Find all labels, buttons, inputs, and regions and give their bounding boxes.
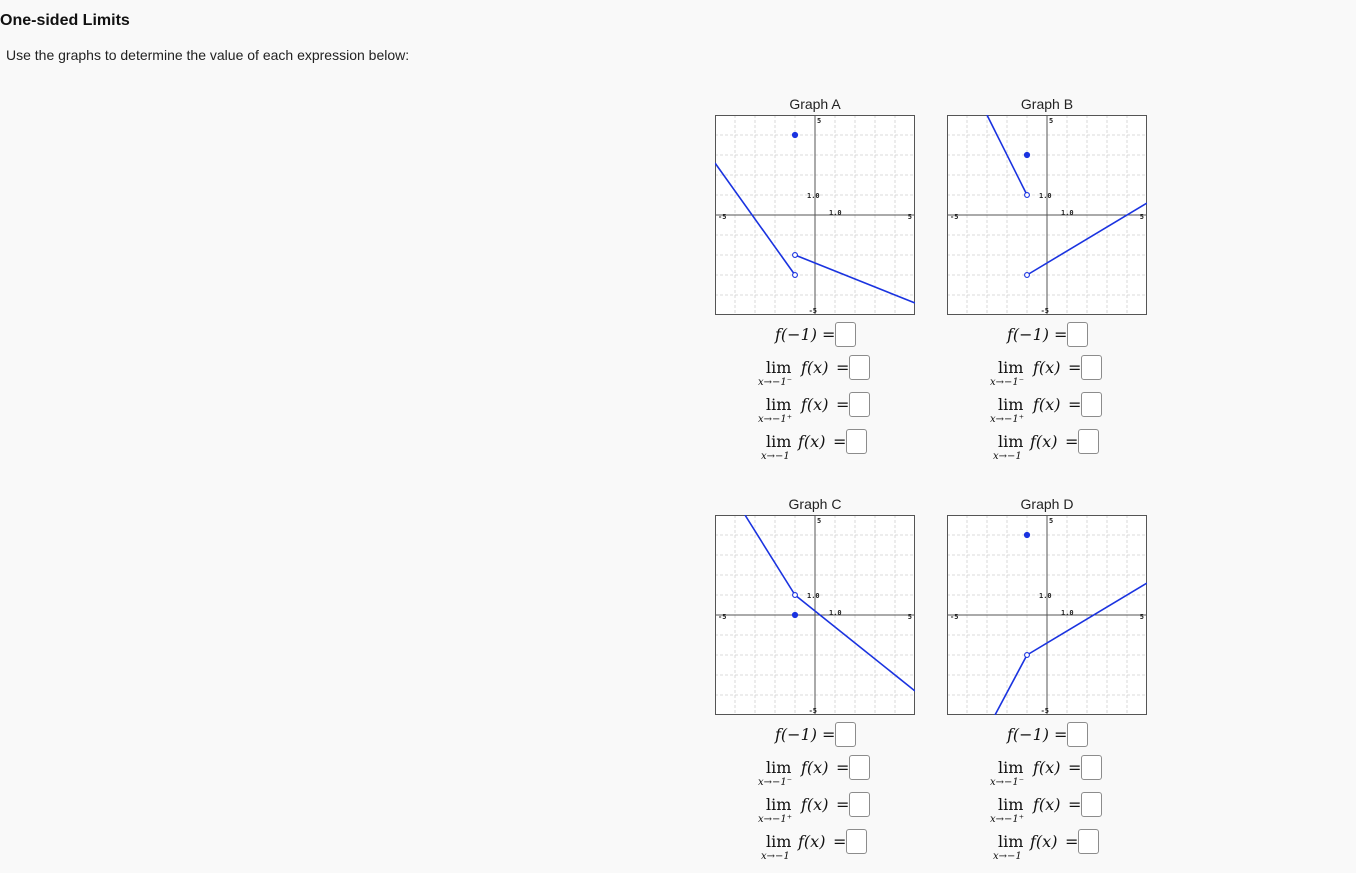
equals-sign: = bbox=[822, 725, 836, 744]
lim-word: lim bbox=[998, 758, 1024, 777]
y-max-label: 5 bbox=[817, 117, 822, 125]
left-limit-row bbox=[715, 755, 915, 788]
fx-expression: f(x) bbox=[801, 795, 829, 814]
limit-subscript: x→−1⁻ bbox=[758, 377, 793, 388]
answer-input-d-left-limit-row[interactable] bbox=[1081, 755, 1102, 780]
two-sided-limit-row bbox=[947, 429, 1147, 462]
limit-subscript: x→−1⁻ bbox=[990, 377, 1025, 388]
fx-expression: f(x) bbox=[1033, 758, 1061, 777]
graph-panel-b bbox=[947, 96, 1147, 466]
limit-subscript: x→−1⁺ bbox=[990, 414, 1025, 425]
f-value-row bbox=[947, 322, 1147, 348]
graph-plot-a bbox=[715, 115, 915, 315]
fx-expression: f(x) bbox=[1030, 432, 1058, 451]
x-min-label: -5 bbox=[950, 613, 959, 621]
instructions-text: Use the graphs to determine the value of each expression below: bbox=[6, 47, 410, 63]
fx-expression: f(x) bbox=[801, 395, 829, 414]
function-value-expression: f(−1) bbox=[1007, 325, 1049, 344]
x-unit-label: 1.0 bbox=[1061, 609, 1074, 617]
equals-sign: = bbox=[1065, 832, 1079, 851]
y-min-label: -5 bbox=[1040, 707, 1049, 715]
f-value-row bbox=[947, 722, 1147, 748]
answer-input-b-two-sided-limit-row[interactable] bbox=[1078, 429, 1099, 454]
closed-point bbox=[1024, 152, 1029, 157]
graph-label-d: Graph D bbox=[1020, 496, 1074, 512]
x-unit-label: 1.0 bbox=[829, 209, 842, 217]
x-max-label: 5 bbox=[907, 213, 912, 221]
answer-input-d-f-value-row[interactable] bbox=[1067, 722, 1088, 747]
lim-word: lim bbox=[766, 358, 792, 377]
equals-sign: = bbox=[1068, 395, 1082, 414]
x-unit-label: 1.0 bbox=[829, 609, 842, 617]
y-min-label: -5 bbox=[1040, 307, 1049, 315]
y-max-label: 5 bbox=[817, 517, 822, 525]
lim-word: lim bbox=[766, 758, 792, 777]
left-limit-row bbox=[947, 355, 1147, 388]
graph-plot-b bbox=[947, 115, 1147, 315]
answer-input-a-right-limit-row[interactable] bbox=[849, 392, 870, 417]
y-unit-label: 1.0 bbox=[1039, 192, 1052, 200]
answer-input-c-left-limit-row[interactable] bbox=[849, 755, 870, 780]
graph-plot-d bbox=[947, 515, 1147, 715]
answer-input-d-right-limit-row[interactable] bbox=[1081, 792, 1102, 817]
graph-panel-c bbox=[715, 496, 915, 866]
fx-expression: f(x) bbox=[1033, 795, 1061, 814]
right-limit-row bbox=[947, 392, 1147, 425]
y-max-label: 5 bbox=[1049, 517, 1054, 525]
right-limit-row bbox=[715, 792, 915, 825]
limit-subscript: x→−1⁺ bbox=[990, 814, 1025, 825]
equals-sign: = bbox=[833, 832, 847, 851]
lim-word: lim bbox=[998, 832, 1024, 851]
closed-point bbox=[792, 132, 797, 137]
open-point bbox=[1025, 193, 1030, 198]
limit-subscript: x→−1 bbox=[761, 851, 790, 862]
limit-subscript: x→−1 bbox=[993, 451, 1022, 462]
function-value-expression: f(−1) bbox=[775, 325, 817, 344]
answer-input-b-f-value-row[interactable] bbox=[1067, 322, 1088, 347]
limit-subscript: x→−1⁺ bbox=[758, 814, 793, 825]
open-point bbox=[1025, 653, 1030, 658]
answer-input-c-right-limit-row[interactable] bbox=[849, 792, 870, 817]
answer-input-c-two-sided-limit-row[interactable] bbox=[846, 829, 867, 854]
f-value-row bbox=[715, 322, 915, 348]
lim-word: lim bbox=[998, 432, 1024, 451]
lim-word: lim bbox=[766, 395, 792, 414]
limit-subscript: x→−1 bbox=[761, 451, 790, 462]
fx-expression: f(x) bbox=[801, 358, 829, 377]
x-max-label: 5 bbox=[1139, 213, 1144, 221]
x-max-label: 5 bbox=[907, 613, 912, 621]
graph-plot-c bbox=[715, 515, 915, 715]
answer-input-a-f-value-row[interactable] bbox=[835, 322, 856, 347]
equals-sign: = bbox=[1068, 795, 1082, 814]
x-unit-label: 1.0 bbox=[1061, 209, 1074, 217]
graph-panel-a bbox=[715, 96, 915, 466]
equals-sign: = bbox=[836, 758, 850, 777]
open-point bbox=[793, 593, 798, 598]
equals-sign: = bbox=[1054, 325, 1068, 344]
limit-subscript: x→−1⁻ bbox=[758, 777, 793, 788]
limit-subscript: x→−1 bbox=[993, 851, 1022, 862]
page-title: One-sided Limits bbox=[0, 12, 130, 29]
y-unit-label: 1.0 bbox=[807, 192, 820, 200]
fx-expression: f(x) bbox=[1030, 832, 1058, 851]
y-unit-label: 1.0 bbox=[807, 592, 820, 600]
fx-expression: f(x) bbox=[1033, 395, 1061, 414]
y-min-label: -5 bbox=[808, 707, 817, 715]
y-max-label: 5 bbox=[1049, 117, 1054, 125]
equals-sign: = bbox=[836, 795, 850, 814]
y-min-label: -5 bbox=[808, 307, 817, 315]
right-limit-row bbox=[715, 392, 915, 425]
equals-sign: = bbox=[1054, 725, 1068, 744]
lim-word: lim bbox=[998, 395, 1024, 414]
lim-word: lim bbox=[766, 432, 792, 451]
lim-word: lim bbox=[998, 358, 1024, 377]
fx-expression: f(x) bbox=[798, 432, 826, 451]
x-min-label: -5 bbox=[950, 213, 959, 221]
answer-input-c-f-value-row[interactable] bbox=[835, 722, 856, 747]
limit-subscript: x→−1⁺ bbox=[758, 414, 793, 425]
answer-input-a-two-sided-limit-row[interactable] bbox=[846, 429, 867, 454]
lim-word: lim bbox=[766, 832, 792, 851]
left-limit-row bbox=[715, 355, 915, 388]
x-min-label: -5 bbox=[718, 613, 727, 621]
two-sided-limit-row bbox=[715, 429, 915, 462]
graph-label-c: Graph C bbox=[788, 496, 842, 512]
closed-point bbox=[792, 612, 797, 617]
x-min-label: -5 bbox=[718, 213, 727, 221]
two-sided-limit-row bbox=[715, 829, 915, 862]
x-max-label: 5 bbox=[1139, 613, 1144, 621]
graph-label-a: Graph A bbox=[789, 96, 841, 112]
fx-expression: f(x) bbox=[1033, 358, 1061, 377]
function-value-expression: f(−1) bbox=[775, 725, 817, 744]
graph-label-b: Graph B bbox=[1020, 96, 1074, 112]
open-point bbox=[793, 253, 798, 258]
fx-expression: f(x) bbox=[798, 832, 826, 851]
right-limit-row bbox=[947, 792, 1147, 825]
answer-input-b-left-limit-row[interactable] bbox=[1081, 355, 1102, 380]
left-limit-row bbox=[947, 755, 1147, 788]
answer-input-d-two-sided-limit-row[interactable] bbox=[1078, 829, 1099, 854]
equals-sign: = bbox=[836, 395, 850, 414]
graph-panel-d bbox=[947, 496, 1147, 866]
fx-expression: f(x) bbox=[801, 758, 829, 777]
open-point bbox=[1025, 273, 1030, 278]
equals-sign: = bbox=[833, 432, 847, 451]
equals-sign: = bbox=[1065, 432, 1079, 451]
lim-word: lim bbox=[766, 795, 792, 814]
closed-point bbox=[1024, 532, 1029, 537]
open-point bbox=[793, 273, 798, 278]
equals-sign: = bbox=[1068, 758, 1082, 777]
y-unit-label: 1.0 bbox=[1039, 592, 1052, 600]
function-value-expression: f(−1) bbox=[1007, 725, 1049, 744]
equals-sign: = bbox=[836, 358, 850, 377]
answer-input-b-right-limit-row[interactable] bbox=[1081, 392, 1102, 417]
two-sided-limit-row bbox=[947, 829, 1147, 862]
equals-sign: = bbox=[1068, 358, 1082, 377]
f-value-row bbox=[715, 722, 915, 748]
equals-sign: = bbox=[822, 325, 836, 344]
answer-input-a-left-limit-row[interactable] bbox=[849, 355, 870, 380]
limit-subscript: x→−1⁻ bbox=[990, 777, 1025, 788]
lim-word: lim bbox=[998, 795, 1024, 814]
